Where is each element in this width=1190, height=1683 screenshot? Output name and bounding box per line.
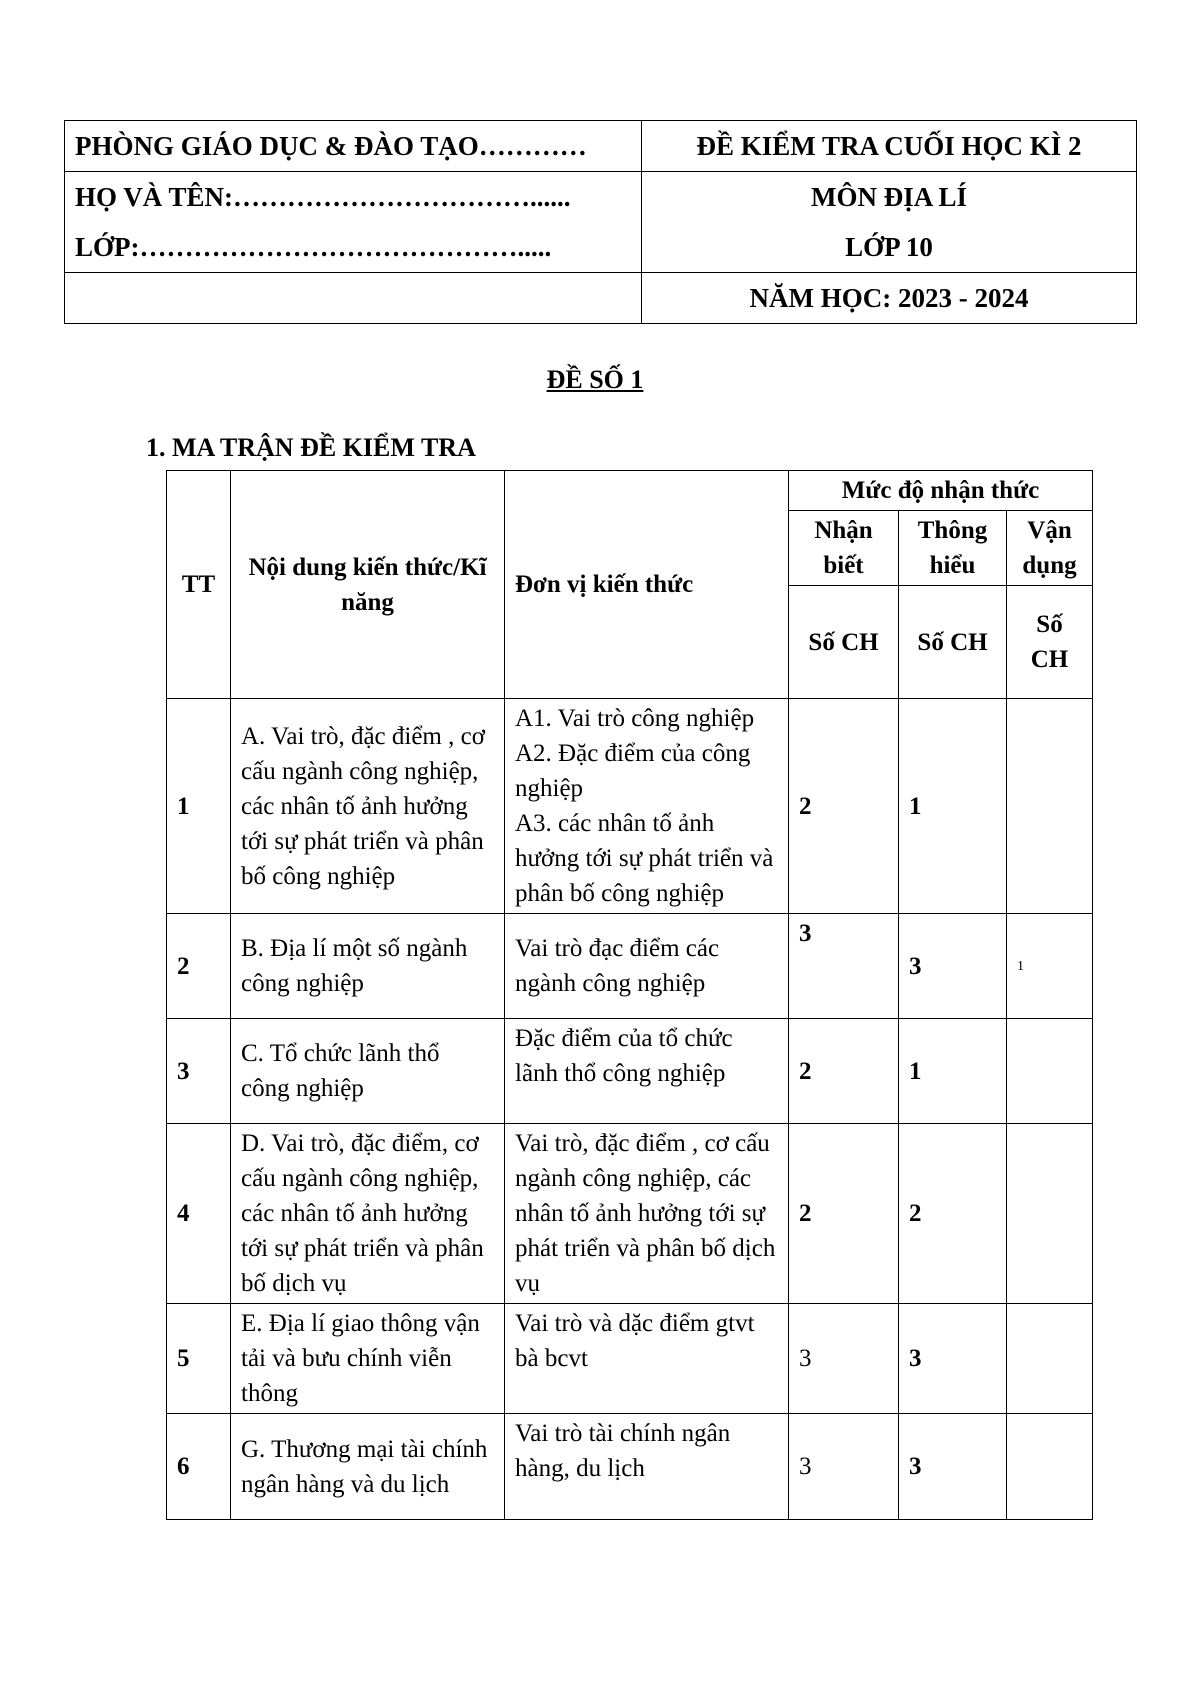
unit-line: Vai trò tài chính ngân hàng, du lịch (515, 1420, 731, 1482)
row-content: A. Vai trò, đặc điểm , cơ cấu ngành công nghiệp, các nhân tố ảnh hưởng tới sự phát triển và phân bố công nghiệp (231, 699, 505, 914)
table-row (167, 1414, 1093, 1520)
row-tt: 6 (167, 1414, 231, 1520)
table-row (167, 699, 1093, 914)
unit-line: Vai trò và dặc điểm gtvt bà bcvt (515, 1310, 755, 1372)
unit-line: Vai trò đạc điểm các ngành công nghiệp (515, 935, 720, 997)
col-header-count-recognize: Số CH (789, 586, 899, 699)
row-content: G. Thương mại tài chính ngân hàng và du lịch (231, 1414, 505, 1520)
student-class-field: LỚP:……………………………………..... (75, 232, 552, 262)
row-apply (1007, 1414, 1093, 1520)
col-header-understand: Thông hiểu (899, 511, 1007, 586)
row-tt: 3 (167, 1019, 231, 1124)
row-unit (505, 914, 789, 1019)
section-title: 1. MA TRẬN ĐỀ KIỂM TRA (146, 433, 476, 462)
school-year: NĂM HỌC: 2023 - 2024 (642, 273, 1137, 324)
col-header-count-understand: Số CH (899, 586, 1007, 699)
row-recognize: 3 (789, 1414, 899, 1520)
grade-label: LỚP 10 (845, 232, 933, 262)
subject-label: MÔN ĐỊA LÍ (810, 182, 967, 212)
table-row (167, 914, 1093, 1019)
col-header-recognize: Nhận biết (789, 511, 899, 586)
col-header-unit: Đơn vị kiến thức (505, 471, 789, 699)
matrix-header-row-1 (167, 471, 1093, 511)
exam-matrix-table (166, 470, 1093, 1520)
unit-line: A3. các nhân tố ảnh hưởng tới sự phát triển và phân bố công nghiệp (515, 810, 774, 907)
unit-line: A1. Vai trò công nghiệp (515, 705, 755, 732)
row-apply (1007, 1304, 1093, 1414)
unit-line: Vai trò, đặc điểm , cơ cấu ngành công nghiệp, các nhân tố ảnh hưởng tới sự phát triển và phân bố dịch vụ (515, 1130, 776, 1297)
row-content: E. Địa lí giao thông vận tải và bưu chính viễn thông (231, 1304, 505, 1414)
row-apply (1007, 699, 1093, 914)
header-row-2 (65, 172, 1137, 273)
row-understand: 2 (899, 1124, 1007, 1304)
unit-line: A2. Đặc điểm của công nghiệp (515, 740, 751, 802)
exam-number: ĐỀ SỐ 1 (546, 365, 644, 394)
row-unit (505, 1304, 789, 1414)
row-unit (505, 1414, 789, 1520)
exam-title: ĐỀ KIỂM TRA CUỐI HỌC KÌ 2 (642, 121, 1137, 172)
row-content: B. Địa lí một số ngành công nghiệp (231, 914, 505, 1019)
col-header-count-apply: Số CH (1007, 586, 1093, 699)
row-understand: 3 (899, 914, 1007, 1019)
col-header-level-group: Mức độ nhận thức (789, 471, 1093, 511)
table-row (167, 1124, 1093, 1304)
student-name-field: HỌ VÀ TÊN:……………………………...... (75, 182, 571, 212)
department-cell: PHÒNG GIÁO DỤC & ĐÀO TẠO………… (65, 121, 642, 172)
row-understand: 1 (899, 699, 1007, 914)
subject-grade-cell (642, 172, 1137, 273)
row-apply: 1 (1007, 914, 1093, 1019)
row-apply (1007, 1019, 1093, 1124)
table-row (167, 1304, 1093, 1414)
col-header-content: Nội dung kiến thức/Kĩ năng (231, 471, 505, 699)
unit-line: Đặc điểm của tổ chức lãnh thổ công nghiệp (515, 1025, 733, 1087)
row-recognize: 3 (789, 914, 899, 1019)
row-tt: 5 (167, 1304, 231, 1414)
row-recognize: 3 (789, 1304, 899, 1414)
row-unit (505, 699, 789, 914)
row-apply (1007, 1124, 1093, 1304)
row-content: D. Vai trò, đặc điểm, cơ cấu ngành công nghiệp, các nhân tố ảnh hưởng tới sự phát triển và phân bố dịch vụ (231, 1124, 505, 1304)
row-understand: 3 (899, 1304, 1007, 1414)
exam-header-table (64, 120, 1137, 324)
row-content: C. Tổ chức lãnh thổ công nghiệp (231, 1019, 505, 1124)
row-tt: 4 (167, 1124, 231, 1304)
row-understand: 3 (899, 1414, 1007, 1520)
student-info-cell (65, 172, 642, 273)
header-row-3 (65, 273, 1137, 324)
col-header-apply: Vận dụng (1007, 511, 1093, 586)
row-unit (505, 1124, 789, 1304)
row-recognize: 2 (789, 1019, 899, 1124)
row-recognize: 2 (789, 699, 899, 914)
col-header-tt: TT (167, 471, 231, 699)
row-unit (505, 1019, 789, 1124)
row-understand: 1 (899, 1019, 1007, 1124)
row-recognize: 2 (789, 1124, 899, 1304)
table-row (167, 1019, 1093, 1124)
row-tt: 2 (167, 914, 231, 1019)
header-row-1 (65, 121, 1137, 172)
row-tt: 1 (167, 699, 231, 914)
blank-cell (65, 273, 642, 324)
